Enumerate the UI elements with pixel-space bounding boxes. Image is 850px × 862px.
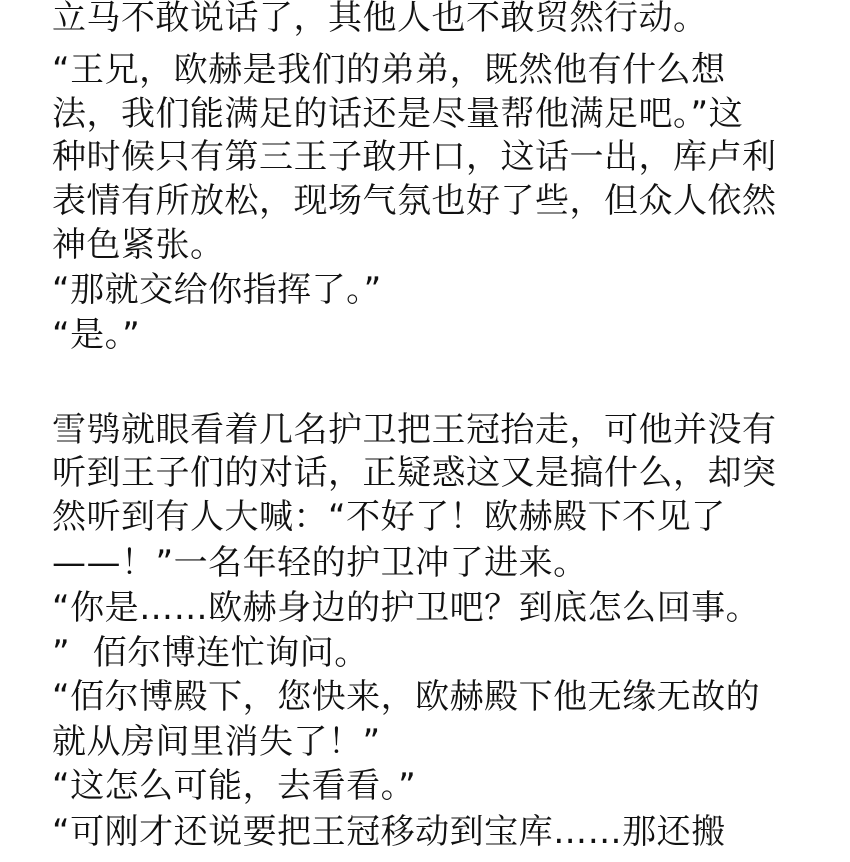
text-line: 法，我们能满足的话还是尽量帮他满足吧。”这 [52, 94, 744, 134]
text-line: 立马不敢说话了，其他人也不敢贸然行动。 [52, 0, 708, 38]
text-line: 听到王子们的对话，正疑惑这又是搞什么，却突 [52, 453, 777, 493]
text-line: 就从房间里消失了！” [52, 722, 381, 762]
text-line: “那就交给你指挥了。” [52, 270, 382, 310]
text-line: “可刚才还说要把王冠移动到宝库……那还搬 [52, 812, 726, 852]
text-line: 神色紧张。 [52, 225, 225, 265]
text-line: ——！”一名年轻的护卫冲了进来。 [52, 543, 588, 583]
text-line: “王兄，欧赫是我们的弟弟，既然他有什么想 [52, 50, 726, 90]
text-line: 表情有所放松，现场气氛也好了些，但众人依然 [52, 181, 777, 221]
text-line: “佰尔博殿下，您快来，欧赫殿下他无缘无故的 [52, 677, 761, 717]
text-line: “你是……欧赫身边的护卫吧？到底怎么回事。 [52, 588, 761, 628]
text-line: 雪鸮就眼看着几名护卫把王冠抬走，可他并没有 [52, 410, 777, 450]
text-line: 然听到有人大喊：“不好了！欧赫殿下不见了 [52, 497, 726, 537]
text-line: ” 佰尔博连忙询问。 [52, 633, 369, 673]
text-line: “是。” [52, 315, 141, 355]
text-line: 种时候只有第三王子敢开口，这话一出，库卢利 [52, 137, 777, 177]
text-line: “这怎么可能，去看看。” [52, 766, 417, 806]
